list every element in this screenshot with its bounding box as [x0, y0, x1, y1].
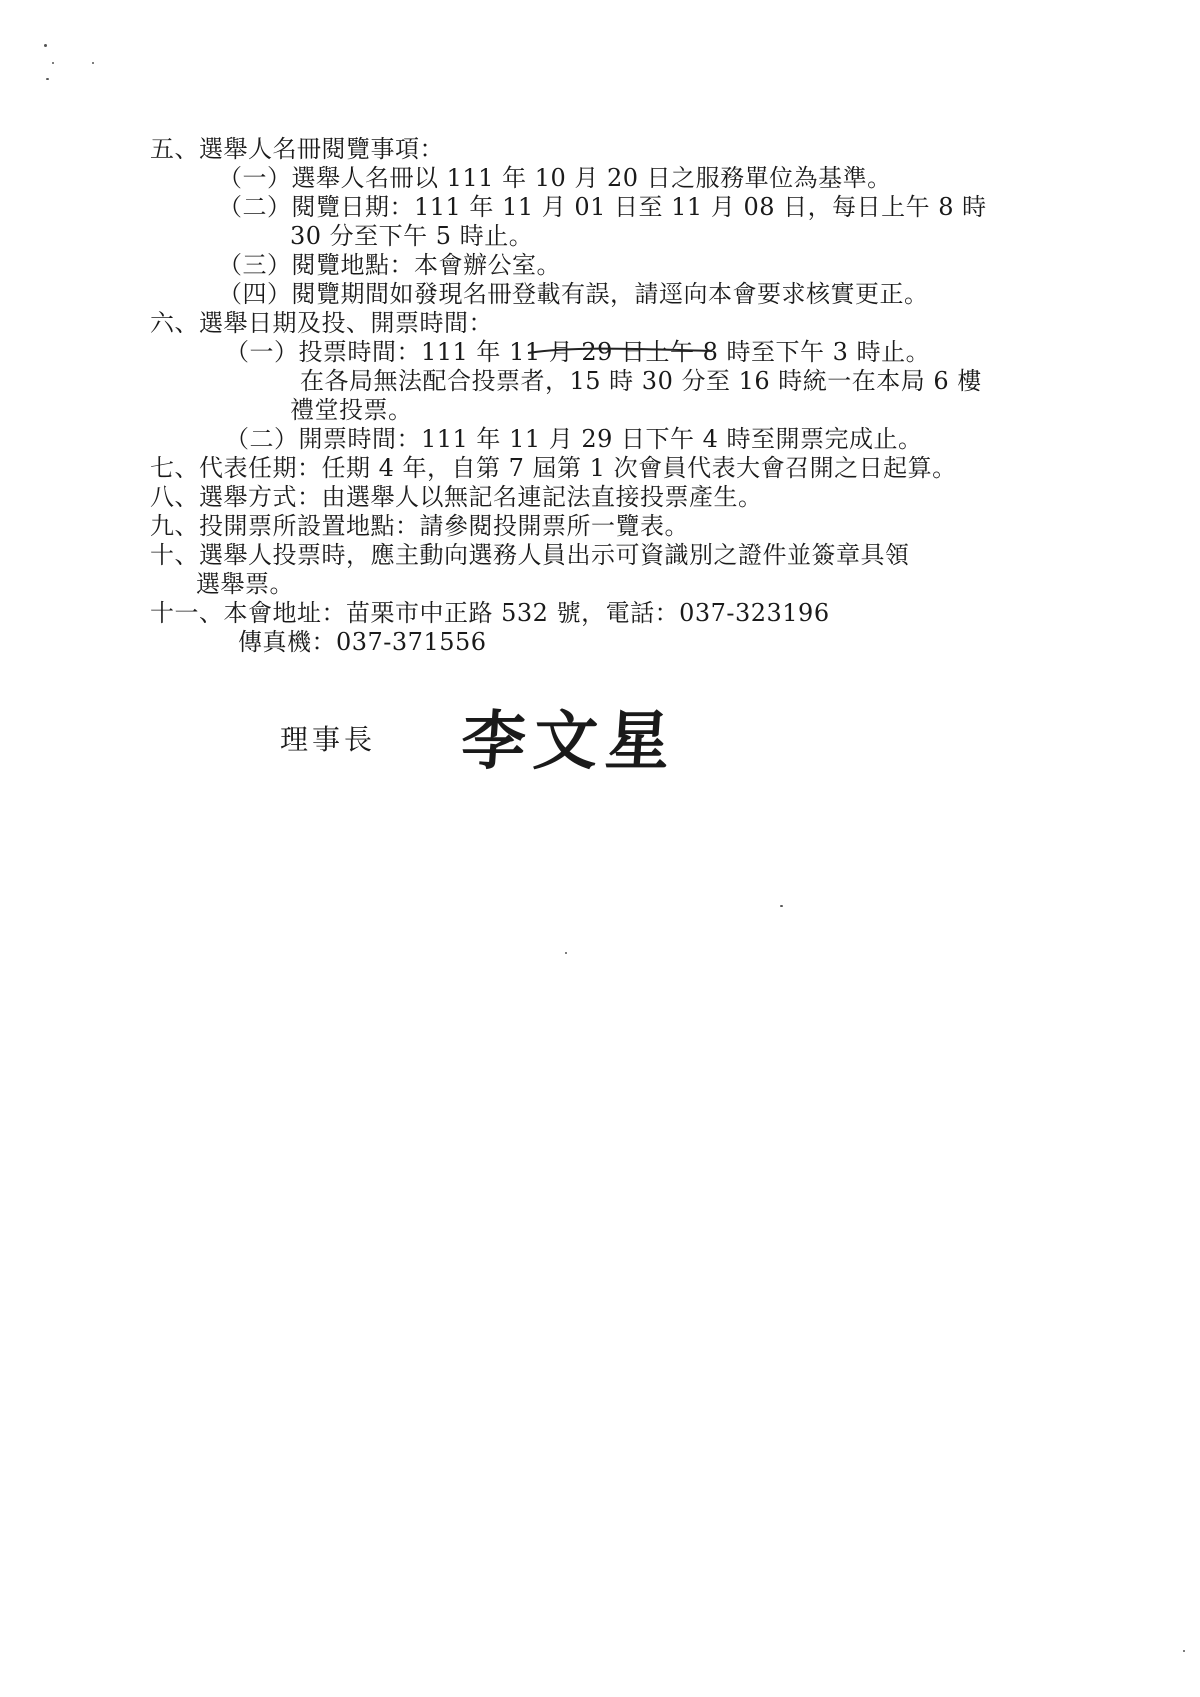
section-6-item-1-cont-2: 禮堂投票。 [290, 396, 413, 424]
section-5-item-2-cont: 30 分至下午 5 時止。 [290, 222, 534, 250]
section-10: 十、選舉人投票時，應主動向選務人員出示可資識別之證件並簽章具領 [150, 541, 910, 569]
section-7: 七、代表任期：任期 4 年，自第 7 屆第 1 次會員代表大會召開之日起算。 [150, 454, 957, 482]
section-5-item-1: （一）選舉人名冊以 111 年 10 月 20 日之服務單位為基準。 [218, 164, 892, 192]
section-6-item-1-cont: 在各局無法配合投票者，15 時 30 分至 16 時統一在本局 6 樓 [300, 367, 982, 395]
scan-speck [52, 62, 54, 64]
handwritten-strikethrough [528, 347, 712, 355]
section-6-item-1: （一）投票時間：111 年 11 月 29 日上午 8 時至下午 3 時止。 [225, 338, 931, 366]
section-9: 九、投開票所設置地點：請參閱投開票所一覽表。 [150, 512, 689, 540]
scan-speck [46, 78, 49, 80]
section-6-heading: 六、選舉日期及投、開票時間： [150, 309, 493, 337]
section-5-item-4: （四）閱覽期間如發現名冊登載有誤，請逕向本會要求核實更正。 [218, 280, 929, 308]
scan-speck [565, 952, 567, 954]
section-5-heading: 五、選舉人名冊閱覽事項： [150, 135, 444, 163]
scan-speck [780, 905, 783, 907]
signature: 李文星 [458, 704, 681, 779]
section-10-cont: 選舉票。 [196, 570, 294, 598]
section-11: 十一、本會地址：苗栗市中正路 532 號，電話：037-323196 [150, 599, 830, 627]
scan-speck [44, 44, 47, 47]
scan-speck [92, 62, 94, 64]
scan-speck [1183, 1650, 1185, 1652]
section-5-item-3: （三）閱覽地點：本會辦公室。 [218, 251, 561, 279]
section-6-item-2: （二）開票時間：111 年 11 月 29 日下午 4 時至開票完成止。 [225, 425, 923, 453]
section-11-cont: 傳真機：037-371556 [238, 628, 487, 656]
section-8: 八、選舉方式：由選舉人以無記名連記法直接投票產生。 [150, 483, 763, 511]
signature-label: 理事長 [280, 723, 377, 756]
section-5-item-2: （二）閱覽日期：111 年 11 月 01 日至 11 月 08 日，每日上午 8 時 [218, 193, 987, 221]
